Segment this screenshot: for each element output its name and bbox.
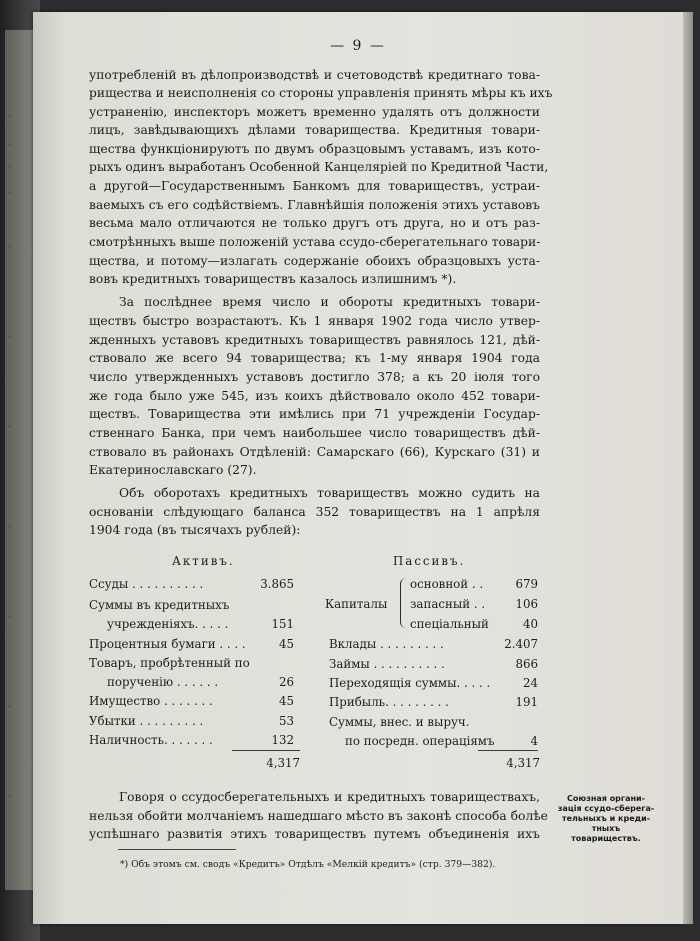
margin-note bbox=[556, 794, 656, 844]
capital-item-label: запасный . . bbox=[410, 597, 486, 611]
liabilities-title: Пассивъ. bbox=[393, 554, 466, 568]
previous-page-mark: · bbox=[8, 790, 12, 803]
previous-page-mark: · bbox=[8, 160, 12, 173]
liabilities-total: 4,317 bbox=[506, 756, 540, 770]
text-line: весьма мало отличаются не только другъ отъ друга, но и отъ раз- bbox=[89, 216, 540, 230]
text-line: Говоря о ссудосберегательныхъ и кредитныхъ товариществахъ, bbox=[119, 790, 540, 804]
text-line: же года было уже 545, изъ коихъ дѣйствовало около 452 товари- bbox=[89, 389, 540, 403]
liability-value: 24 bbox=[522, 676, 538, 690]
assets-total: 4,317 bbox=[266, 756, 300, 770]
previous-page-mark: · bbox=[8, 110, 12, 123]
text-line: успѣшнаго развитія этихъ товариществъ путемъ объединенія ихъ bbox=[89, 827, 540, 841]
liability-label: по посредн. операціямъ bbox=[345, 734, 495, 748]
asset-label: Наличность. . . . . . . bbox=[89, 733, 213, 747]
asset-label: Ссуды . . . . . . . . . . bbox=[89, 577, 204, 591]
text-line: употребленій въ дѣлопроизводствѣ и счетоводствѣ кредитнаго това- bbox=[89, 68, 540, 82]
asset-label: порученію . . . . . . bbox=[107, 675, 219, 689]
asset-label: Имущество . . . . . . . bbox=[89, 694, 213, 708]
previous-page-mark: · bbox=[8, 520, 12, 533]
text-line: а другой—Государственнымъ Банкомъ для товариществъ, устраи- bbox=[89, 179, 540, 193]
text-line: устраненію, инспекторъ можетъ временно удалять отъ должности bbox=[89, 105, 540, 119]
asset-label: Убытки . . . . . . . . . bbox=[89, 714, 204, 728]
liability-value: 2.407 bbox=[504, 637, 538, 651]
capital-brace bbox=[400, 578, 407, 628]
text-line: Объ оборотахъ кредитныхъ товариществъ можно судить на bbox=[119, 486, 540, 500]
liability-value: 4 bbox=[530, 734, 538, 748]
footnote-rule bbox=[118, 849, 236, 850]
text-line: ществъ. Товарищества эти имѣлись при 71 учрежденіи Государ- bbox=[89, 407, 540, 421]
previous-page-mark: · bbox=[8, 138, 12, 151]
asset-value: 26 bbox=[278, 675, 294, 689]
asset-value: 45 bbox=[278, 637, 294, 651]
text-line: лицъ, завѣдывающихъ дѣлами товарищества. Кредитныя товари- bbox=[89, 123, 540, 137]
assets-title: Активъ. bbox=[172, 554, 235, 568]
liability-value: 191 bbox=[515, 695, 538, 709]
liability-label: Вклады . . . . . . . . . bbox=[329, 637, 444, 651]
liability-value: 866 bbox=[515, 657, 538, 671]
page-number: — 9 — bbox=[330, 38, 386, 54]
previous-page-mark: · bbox=[8, 330, 12, 343]
text-line: смотрѣнныхъ выше положеній устава ссудо-сберегательнаго товари- bbox=[89, 235, 541, 249]
text-line: ществъ быстро возрастаютъ. Къ 1 января 1902 года число утвер- bbox=[89, 314, 540, 328]
asset-label: Товаръ, пробрѣтенный по bbox=[89, 656, 250, 670]
text-line: ствовало же всего 94 товарищества; къ 1-му января 1904 года bbox=[89, 351, 540, 365]
text-line: За послѣднее время число и обороты кредитныхъ товари- bbox=[119, 295, 540, 309]
liability-label: Займы . . . . . . . . . . bbox=[329, 657, 445, 671]
previous-page-mark: · bbox=[8, 186, 12, 199]
text-line: вовъ кредитныхъ товариществъ казалось излишнимъ *). bbox=[89, 272, 457, 286]
assets-sum-rule bbox=[232, 750, 300, 751]
asset-value: 151 bbox=[271, 617, 294, 631]
text-line: жденныхъ уставовъ кредитныхъ товариществъ равнялось 121, дѣй- bbox=[89, 333, 540, 347]
footnote: *) Объ этомъ см. сводъ «Кредитъ» Отдѣлъ «Мелкій кредитъ» (стр. 379—382). bbox=[120, 859, 496, 870]
text-line: число утвержденныхъ уставовъ достигло 378; а къ 20 іюля того bbox=[89, 370, 540, 384]
asset-value: 53 bbox=[278, 714, 294, 728]
capital-item-value: 679 bbox=[515, 577, 538, 591]
previous-page-mark: · bbox=[8, 420, 12, 433]
liability-label: Прибыль. . . . . . . . . bbox=[329, 695, 449, 709]
asset-label: учрежденіяхъ. . . . . bbox=[107, 617, 229, 631]
previous-page-mark: · bbox=[8, 610, 12, 623]
liability-label: Переходящія суммы. . . . . bbox=[329, 676, 491, 690]
asset-value: 3.865 bbox=[260, 577, 294, 591]
previous-page-mark: · bbox=[8, 700, 12, 713]
text-line: рищества и неисполненія со стороны управленія принять мѣры къ ихъ bbox=[89, 86, 553, 100]
margin-note-line: зація ссудо-сберега- bbox=[557, 804, 655, 813]
margin-note-line: Союзная органи- bbox=[567, 794, 645, 803]
asset-label: Процентныя бумаги . . . . bbox=[89, 637, 246, 651]
page-stack-edge bbox=[683, 12, 693, 924]
text-line: щества, и потому—излагать содержаніе обоихъ образцовыхъ уста- bbox=[89, 254, 540, 268]
capital-label: Капиталы bbox=[325, 597, 388, 611]
liability-label: Суммы, внес. и выруч. bbox=[329, 715, 470, 729]
text-line: ствовало въ районахъ Отдѣленій: Самарскаго (66), Курскаго (31) и bbox=[89, 445, 540, 459]
text-line: ваемыхъ съ его содѣйствіемъ. Главнѣйшія положенія этихъ уставовъ bbox=[89, 198, 540, 212]
text-line: Екатеринославскаго (27). bbox=[89, 463, 257, 477]
capital-item-value: 106 bbox=[515, 597, 538, 611]
asset-label: Суммы въ кредитныхъ bbox=[89, 598, 230, 612]
capital-item-label: основной . . bbox=[410, 577, 484, 591]
margin-note-line: тныхъ товариществъ. bbox=[571, 824, 641, 843]
liabilities-sum-rule bbox=[478, 750, 538, 751]
text-line: 1904 года (въ тысячахъ рублей): bbox=[89, 523, 301, 537]
text-line: щества функціонируютъ по двумъ образцовымъ уставамъ, изъ кото- bbox=[89, 142, 540, 156]
capital-item-value: 40 bbox=[522, 617, 538, 631]
text-line: рыхъ одинъ выработанъ Особенной Канцеляріей по Кредитной Части, bbox=[89, 160, 549, 174]
asset-value: 45 bbox=[278, 694, 294, 708]
text-line: основаніи слѣдующаго баланса 352 товариществъ на 1 апрѣля bbox=[89, 505, 540, 519]
text-line: ственнаго Банка, при чемъ наибольшее число товариществъ дѣй- bbox=[89, 426, 540, 440]
previous-page-mark: · bbox=[8, 240, 12, 253]
margin-note-line: тельныхъ и креди- bbox=[561, 814, 651, 823]
text-line: нельзя обойти молчаніемъ нашедшаго мѣсто въ законѣ способа болѣе bbox=[89, 809, 548, 823]
capital-item-label: спеціальный bbox=[410, 617, 489, 631]
asset-value: 132 bbox=[271, 733, 294, 747]
